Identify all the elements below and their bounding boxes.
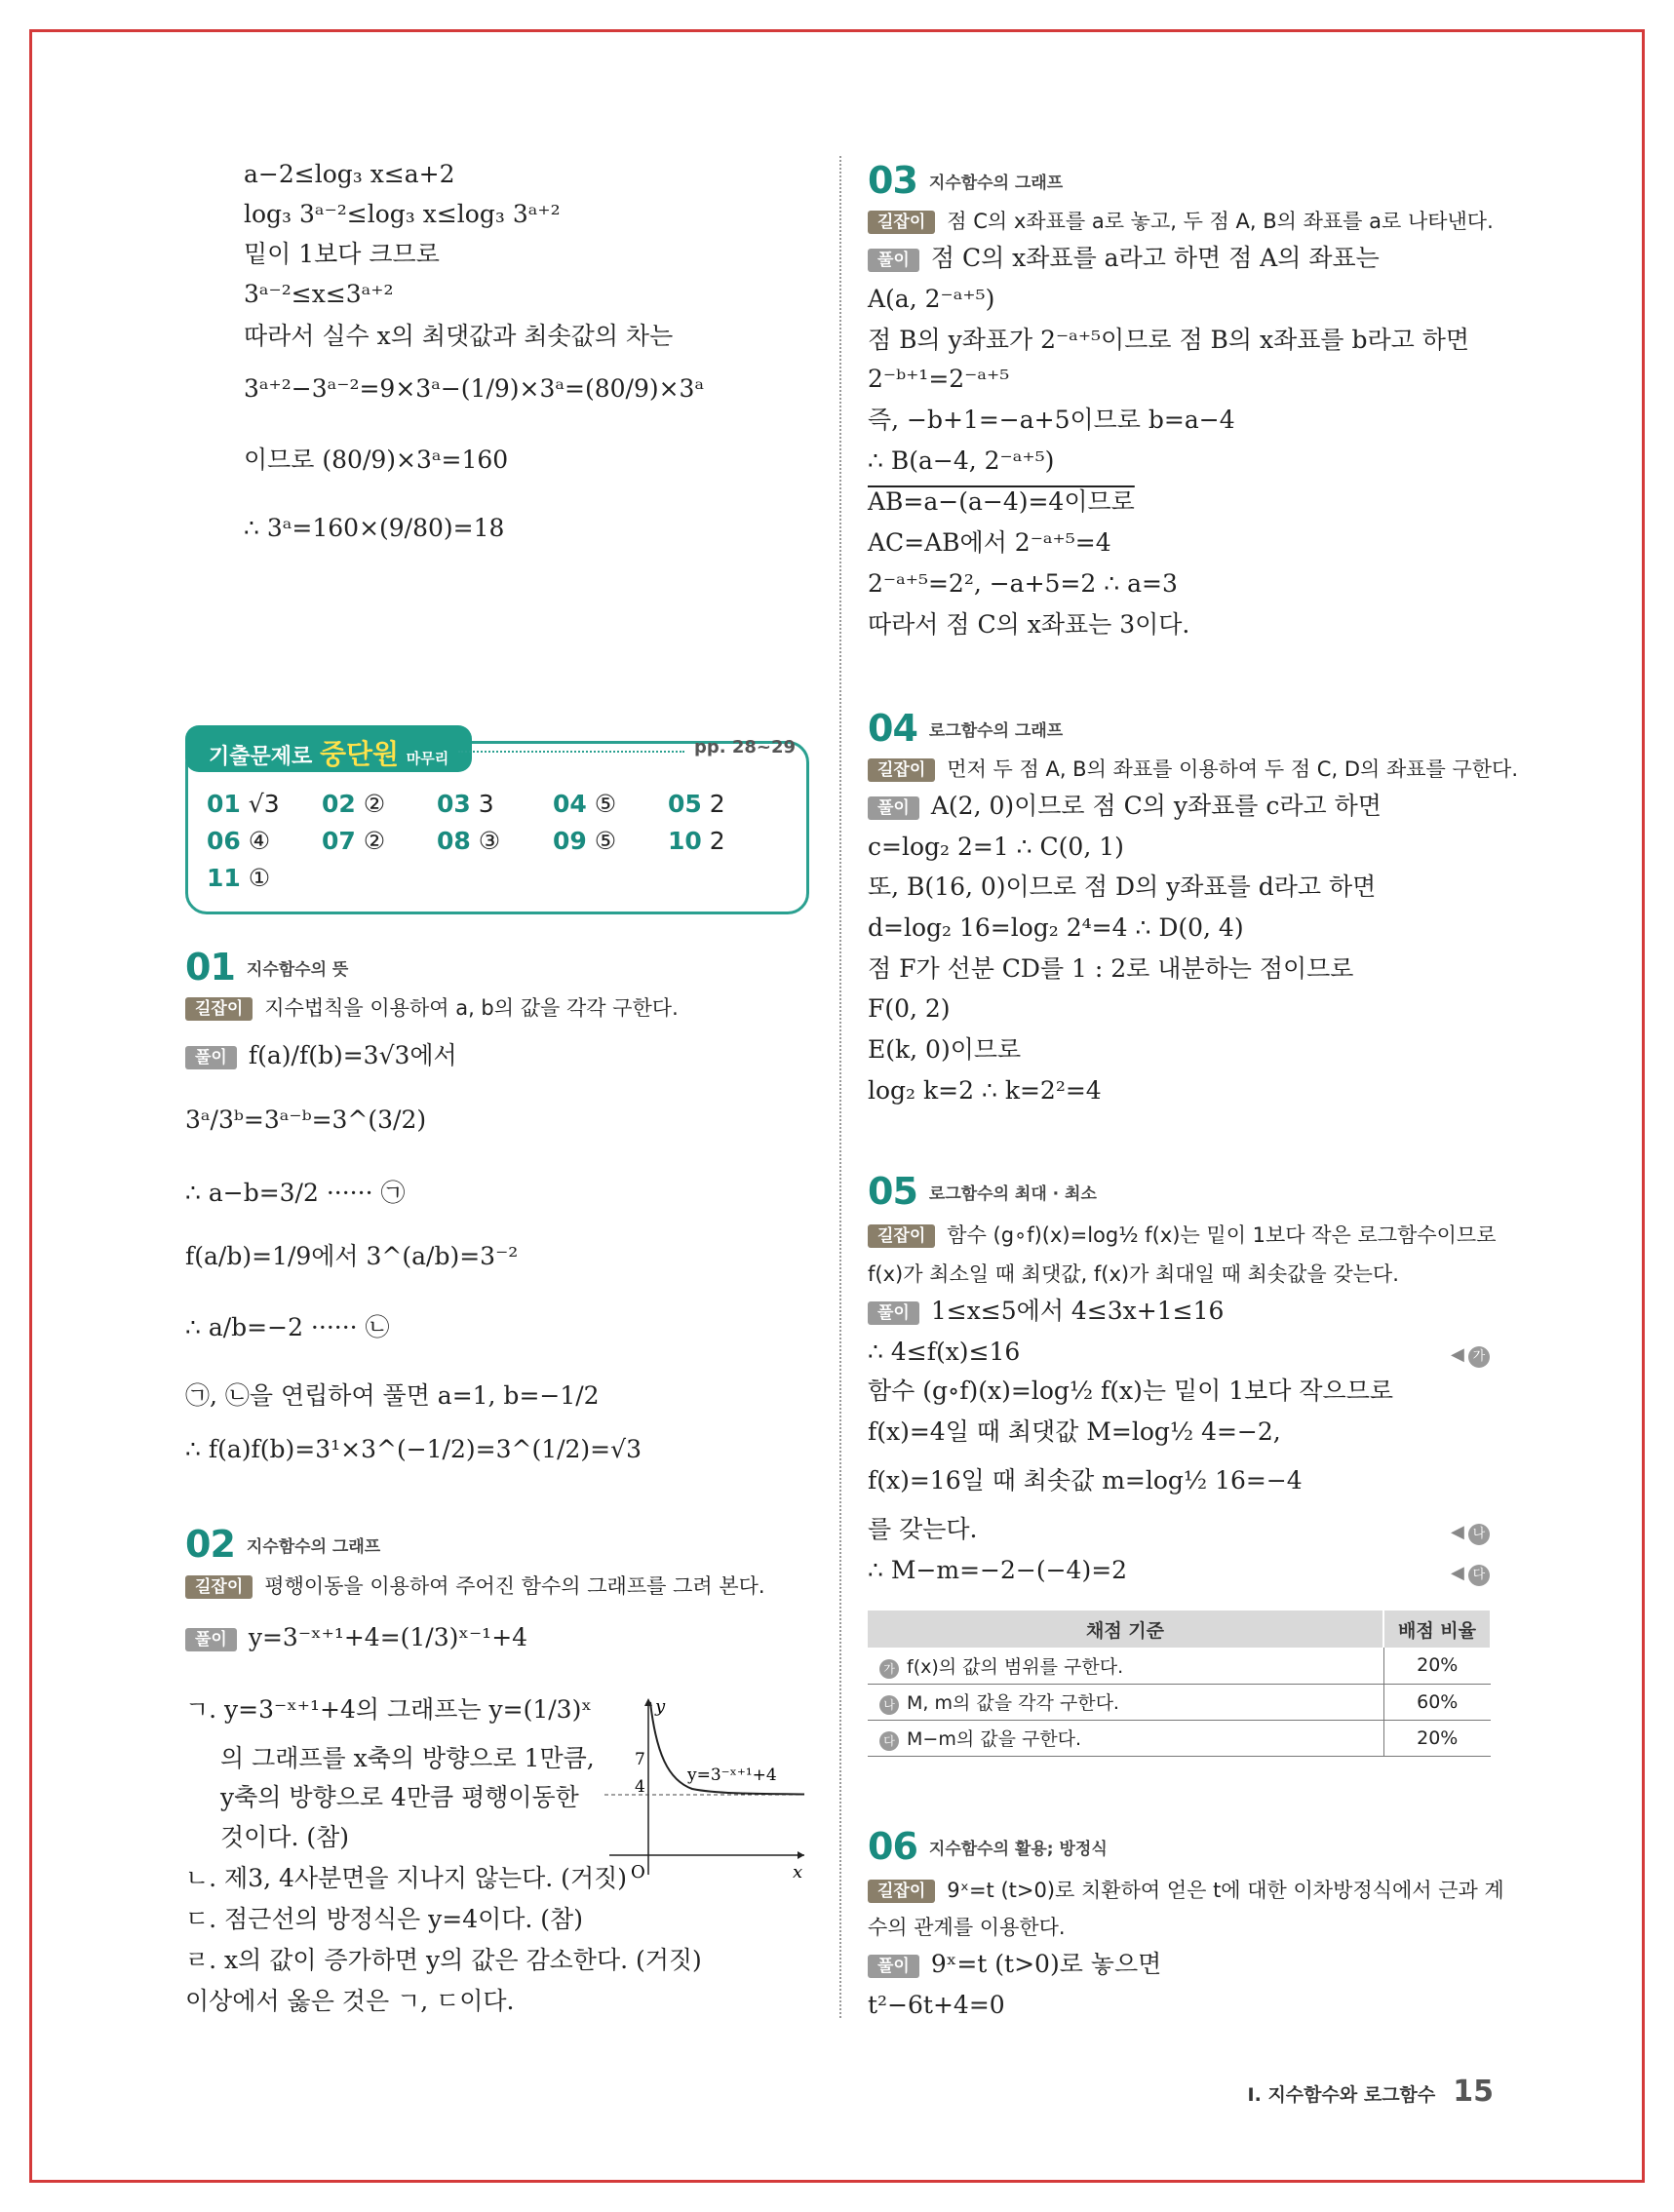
hint-line: 길잡이 9ˣ=t (t>0)로 치환하여 얻은 t에 대한 이차방정식에서 근과 계 (868, 1874, 1504, 1907)
tab-label: 기출문제로 (209, 745, 313, 769)
hint-line-2: 수의 관계를 이용한다. (868, 1916, 1066, 1939)
problem-title: 지수함수의 활용; 방정식 (928, 1839, 1108, 1859)
dotted-leader (458, 751, 684, 753)
text-line: 의 그래프를 x축의 방향으로 1만큼, (220, 1744, 595, 1772)
page-range: pp. 28~29 (694, 737, 797, 757)
tick-7: 7 (635, 1750, 645, 1769)
step-marker-2: ◀ 나 (1451, 1513, 1490, 1549)
answer-item: 04 ⑤ (553, 790, 617, 818)
table-row: 다 M−m의 값을 구한다. 20% (868, 1720, 1491, 1756)
table-header-row (868, 1610, 1491, 1648)
text-line: ∴ 3ᵃ=160×(9/80)=18 (244, 514, 505, 542)
text-line: f(a/b)=1/9에서 3^(a/b)=3⁻² (185, 1242, 519, 1270)
table-header: 배점 비율 (1383, 1610, 1491, 1648)
text-line: 따라서 실수 x의 최댓값과 최솟값의 차는 (244, 322, 674, 350)
problem-number: 03 (868, 159, 917, 202)
solution-line: 풀이 y=3⁻ˣ⁺¹+4=(1/3)ˣ⁻¹+4 (185, 1621, 527, 1654)
solution-line: 풀이 A(2, 0)이므로 점 C의 y좌표를 c라고 하면 (868, 790, 1382, 823)
hint-tag: 길잡이 (868, 1224, 935, 1248)
chapter-label: I. 지수함수와 로그함수 (1247, 2084, 1436, 2106)
answer-item: 03 3 (437, 790, 494, 818)
text-line: 함수 (g∘f)(x)=log½ f(x)는 밑이 1보다 작으므로 (868, 1377, 1394, 1405)
text-line: 밑이 1보다 크므로 (244, 240, 440, 268)
text-line: A(a, 2⁻ᵃ⁺⁵) (868, 285, 995, 313)
text-line: 점 F가 선분 CD를 1 : 2로 내분하는 점이므로 (868, 954, 1354, 983)
text-line: d=log₂ 16=log₂ 2⁴=4 ∴ D(0, 4) (868, 913, 1244, 942)
tick-4: 4 (635, 1777, 645, 1797)
problem-title: 로그함수의 최대 · 최소 (928, 1184, 1097, 1204)
hint-line-2: f(x)가 최소일 때 최댓값, f(x)가 최대일 때 최솟값을 갖는다. (868, 1262, 1399, 1286)
solution-tag: 풀이 (868, 796, 919, 820)
solution-tag: 풀이 (185, 1046, 237, 1069)
solution-tag: 풀이 (185, 1628, 237, 1651)
text-line: ∴ B(a−4, 2⁻ᵃ⁺⁵) (868, 446, 1055, 475)
scoring-table (868, 1610, 1492, 1757)
column-divider (839, 156, 841, 2018)
text-line: ㄱ. y=3⁻ˣ⁺¹+4의 그래프는 y=(1/3)ˣ (185, 1695, 592, 1724)
solution-line: 풀이 점 C의 x좌표를 a라고 하면 점 A의 좌표는 (868, 242, 1380, 275)
problem-number: 02 (185, 1523, 235, 1566)
problem-01-header (185, 946, 348, 989)
answer-item: 05 2 (668, 790, 725, 818)
answer-item: 01 √3 (207, 790, 280, 818)
text-line: F(0, 2) (868, 994, 951, 1023)
text-line: 를 갖는다. (868, 1515, 978, 1543)
text-line: ∴ M−m=−2−(−4)=2 (868, 1556, 1128, 1584)
step-marker-1: ◀ 가 (1451, 1336, 1490, 1372)
answer-item: 06 ④ (207, 827, 271, 855)
x-axis-arrow (798, 1851, 804, 1859)
solution-tag: 풀이 (868, 1301, 919, 1325)
problem-title: 로그함수의 그래프 (928, 720, 1064, 741)
answer-summary-tab (185, 725, 472, 772)
y-label: y (655, 1696, 666, 1717)
text-line: a−2≤log₃ x≤a+2 (244, 160, 455, 188)
problem-number: 05 (868, 1170, 917, 1213)
text-line: ∴ f(a)f(b)=3¹×3^(−1/2)=3^(1/2)=√3 (185, 1435, 642, 1463)
problem-number: 01 (185, 946, 235, 989)
problem-number: 06 (868, 1825, 917, 1868)
text-line: 3ᵃ⁻²≤x≤3ᵃ⁺² (244, 280, 394, 308)
problem-06-header (868, 1825, 1108, 1868)
page-footer (1248, 2075, 1494, 2109)
tab-highlight: 중단원 (319, 738, 400, 770)
text-line: 이므로 (80/9)×3ᵃ=160 (244, 446, 509, 474)
hint-tag: 길잡이 (185, 1575, 253, 1599)
text-line: f(x)=16일 때 최솟값 m=log½ 16=−4 (868, 1466, 1303, 1494)
text-line: AB=a−(a−4)=4이므로 (868, 487, 1135, 516)
table-row: 나 M, m의 값을 각각 구한다. 60% (868, 1684, 1491, 1720)
text-line: ∴ a/b=−2 ······ ㉡ (185, 1313, 390, 1341)
table-row: 가 f(x)의 값의 범위를 구한다. 20% (868, 1648, 1491, 1684)
problem-03-header (868, 159, 1063, 202)
curve-label: y=3⁻ˣ⁺¹+4 (687, 1766, 777, 1785)
origin-label: O (631, 1862, 645, 1880)
exponential-graph (600, 1694, 814, 1880)
step-marker-3: ◀ 다 (1451, 1554, 1490, 1590)
solution-line: 풀이 9ˣ=t (t>0)로 놓으면 (868, 1948, 1161, 1981)
text-line: ㄷ. 점근선의 방정식은 y=4이다. (참) (185, 1905, 583, 1933)
hint-line: 길잡이 지수법칙을 이용하여 a, b의 값을 각각 구한다. (185, 991, 679, 1025)
tab-suffix: 마무리 (406, 750, 449, 767)
problem-02-header (185, 1523, 380, 1566)
answer-item: 11 ① (207, 864, 271, 892)
text-line: E(k, 0)이므로 (868, 1035, 1022, 1064)
solution-line: 풀이 1≤x≤5에서 4≤3x+1≤16 (868, 1295, 1224, 1328)
text-line: ㄴ. 제3, 4사분면을 지나지 않는다. (거짓) (185, 1864, 627, 1892)
text-line: ∴ a−b=3/2 ······ ㉠ (185, 1179, 406, 1207)
text-line: 3ᵃ⁺²−3ᵃ⁻²=9×3ᵃ−(1/9)×3ᵃ=(80/9)×3ᵃ (244, 374, 705, 403)
hint-tag: 길잡이 (868, 758, 935, 782)
problem-05-header (868, 1170, 1097, 1213)
text-line: AC=AB에서 2⁻ᵃ⁺⁵=4 (868, 528, 1111, 557)
text-line: 또, B(16, 0)이므로 점 D의 y좌표를 d라고 하면 (868, 873, 1377, 901)
hint-line: 길잡이 먼저 두 점 A, B의 좌표를 이용하여 두 점 C, D의 좌표를 구한다. (868, 753, 1518, 786)
hint-line: 길잡이 점 C의 x좌표를 a로 놓고, 두 점 A, B의 좌표를 a로 나타낸다. (868, 205, 1494, 238)
text-line: log₂ k=2 ∴ k=2²=4 (868, 1076, 1102, 1105)
hint-tag: 길잡이 (868, 1880, 935, 1903)
text-line: ∴ 4≤f(x)≤16 (868, 1338, 1021, 1366)
hint-line: 길잡이 평행이동을 이용하여 주어진 함수의 그래프를 그려 본다. (185, 1570, 765, 1603)
text-line: 즉, −b+1=−a+5이므로 b=a−4 (868, 406, 1235, 434)
text-line: 이상에서 옳은 것은 ㄱ, ㄷ이다. (185, 1987, 515, 2015)
text-line: log₃ 3ᵃ⁻²≤log₃ x≤log₃ 3ᵃ⁺² (244, 200, 561, 228)
page-number: 15 (1453, 2075, 1494, 2109)
text-line: 3ᵃ/3ᵇ=3ᵃ⁻ᵇ=3^(3/2) (185, 1106, 427, 1134)
text-line: 2⁻ᵇ⁺¹=2⁻ᵃ⁺⁵ (868, 365, 1010, 393)
answer-item: 08 ③ (437, 827, 501, 855)
solution-tag: 풀이 (868, 249, 919, 272)
answer-item: 02 ② (322, 790, 386, 818)
text-line: 따라서 점 C의 x좌표는 3이다. (868, 610, 1190, 639)
hint-tag: 길잡이 (185, 997, 253, 1021)
hint-line: 길잡이 함수 (g∘f)(x)=log½ f(x)는 밑이 1보다 작은 로그함수이므로 (868, 1219, 1497, 1252)
table-header: 채점 기준 (868, 1610, 1383, 1648)
text-line: f(x)=4일 때 최댓값 M=log½ 4=−2, (868, 1417, 1281, 1446)
problem-04-header (868, 707, 1063, 750)
problem-title: 지수함수의 그래프 (246, 1536, 381, 1557)
answer-item: 10 2 (668, 827, 725, 855)
text-line: c=log₂ 2=1 ∴ C(0, 1) (868, 833, 1124, 861)
answer-item: 07 ② (322, 827, 386, 855)
problem-number: 04 (868, 707, 917, 750)
text-line: t²−6t+4=0 (868, 1991, 1005, 2019)
solution-tag: 풀이 (868, 1955, 919, 1978)
text-line: 것이다. (참) (220, 1823, 350, 1851)
text-line: 점 B의 y좌표가 2⁻ᵃ⁺⁵이므로 점 B의 x좌표를 b라고 하면 (868, 326, 1470, 354)
text-line: ㄹ. x의 값이 증가하면 y의 값은 감소한다. (거짓) (185, 1946, 702, 1974)
text-line: y축의 방향으로 4만큼 평행이동한 (220, 1783, 579, 1811)
hint-tag: 길잡이 (868, 211, 935, 234)
problem-title: 지수함수의 그래프 (928, 173, 1064, 193)
x-label: x (793, 1862, 803, 1880)
problem-title: 지수함수의 뜻 (246, 959, 349, 980)
answer-item: 09 ⑤ (553, 827, 617, 855)
text-line: 2⁻ᵃ⁺⁵=2², −a+5=2 ∴ a=3 (868, 569, 1178, 598)
text-line: ㉠, ㉡을 연립하여 풀면 a=1, b=−1/2 (185, 1381, 600, 1410)
solution-line: 풀이 f(a)/f(b)=3√3에서 (185, 1039, 457, 1072)
